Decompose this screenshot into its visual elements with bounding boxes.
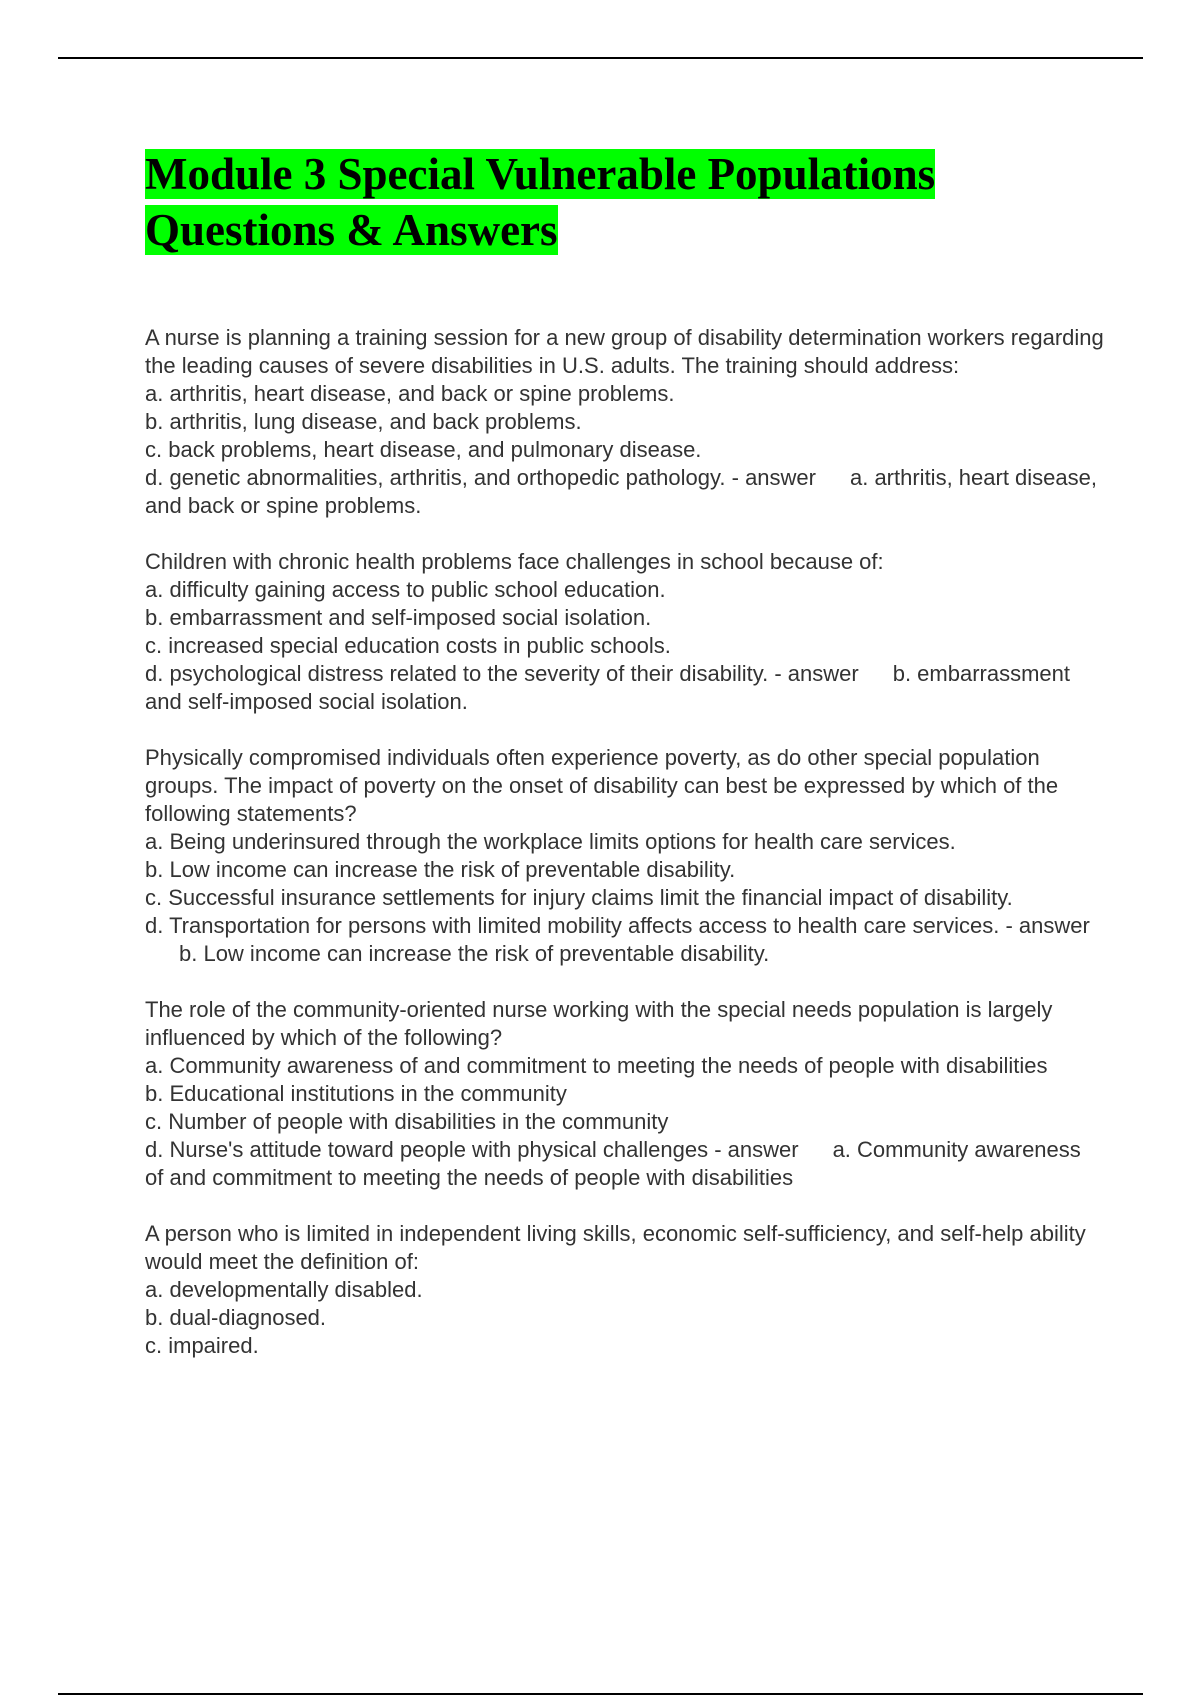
question-text: Physically compromised individuals often experience poverty, as do other special population groups. The impact of poverty on the onset of disability can best be expressed by which of the following statements? [145,745,1059,826]
answer-option: c. back problems, heart disease, and pulmonary disease. [145,437,702,462]
answer-marker: - answer [1005,913,1090,938]
answer-option: d. psychological distress related to the severity of their disability. [145,661,769,686]
question-text: A person who is limited in independent living skills, economic self-sufficiency, and self-help ability would meet the definition of: [145,1221,1086,1274]
correct-answer: a. arthritis, heart disease, and back or spine problems. [145,465,1097,518]
answer-option-with-answer [145,912,1105,968]
answer-marker: - answer [774,661,859,686]
answer-option: b. dual-diagnosed. [145,1305,327,1330]
answer-marker: - answer [731,465,816,490]
answer-option: a. Community awareness of and commitment to meeting the needs of people with disabilities [145,1053,1048,1078]
question-text: A nurse is planning a training session for a new group of disability determination workers regarding the leading causes of severe disabilities in U.S. adults. The training should address: [145,325,1104,378]
question-block [145,548,1105,716]
page-title [145,146,1105,258]
answer-option: d. genetic abnormalities, arthritis, and orthopedic pathology. [145,465,726,490]
answer-option: a. developmentally disabled. [145,1277,423,1302]
document-content [145,146,1105,1388]
answer-option-with-answer [145,660,1105,716]
correct-answer: b. Low income can increase the risk of preventable disability. [179,941,770,966]
answer-option: c. increased special education costs in public schools. [145,633,671,658]
answer-option: a. arthritis, heart disease, and back or spine problems. [145,381,675,406]
question-text: The role of the community-oriented nurse working with the special needs population is largely influenced by which of the following? [145,997,1053,1050]
answer-option: d. Nurse's attitude toward people with physical challenges [145,1137,709,1162]
answer-option: b. arthritis, lung disease, and back problems. [145,409,582,434]
question-block [145,744,1105,968]
footer-rule [58,1693,1143,1695]
question-block [145,1220,1105,1360]
answer-option-with-answer [145,1136,1105,1192]
answer-option: b. Low income can increase the risk of preventable disability. [145,857,736,882]
header-rule [58,57,1143,59]
answer-option-with-answer [145,464,1105,520]
correct-answer: b. embarrassment and self-imposed social isolation. [145,661,1070,714]
answer-option: c. Successful insurance settlements for injury claims limit the financial impact of disability. [145,885,1013,910]
question-text: Children with chronic health problems face challenges in school because of: [145,549,884,574]
answer-marker: - answer [714,1137,799,1162]
answer-option: a. Being underinsured through the workplace limits options for health care services. [145,829,956,854]
answer-option: b. Educational institutions in the community [145,1081,567,1106]
answer-option: a. difficulty gaining access to public school education. [145,577,666,602]
correct-answer: a. Community awareness of and commitment to meeting the needs of people with disabilities [145,1137,1081,1190]
answer-option: b. embarrassment and self-imposed social isolation. [145,605,652,630]
answer-option: d. Transportation for persons with limited mobility affects access to health care services. [145,913,1000,938]
answer-option: c. Number of people with disabilities in the community [145,1109,669,1134]
question-block [145,324,1105,520]
question-block [145,996,1105,1192]
title-highlight: Module 3 Special Vulnerable Populations Questions & Answers [145,149,936,255]
answer-option: c. impaired. [145,1333,259,1358]
